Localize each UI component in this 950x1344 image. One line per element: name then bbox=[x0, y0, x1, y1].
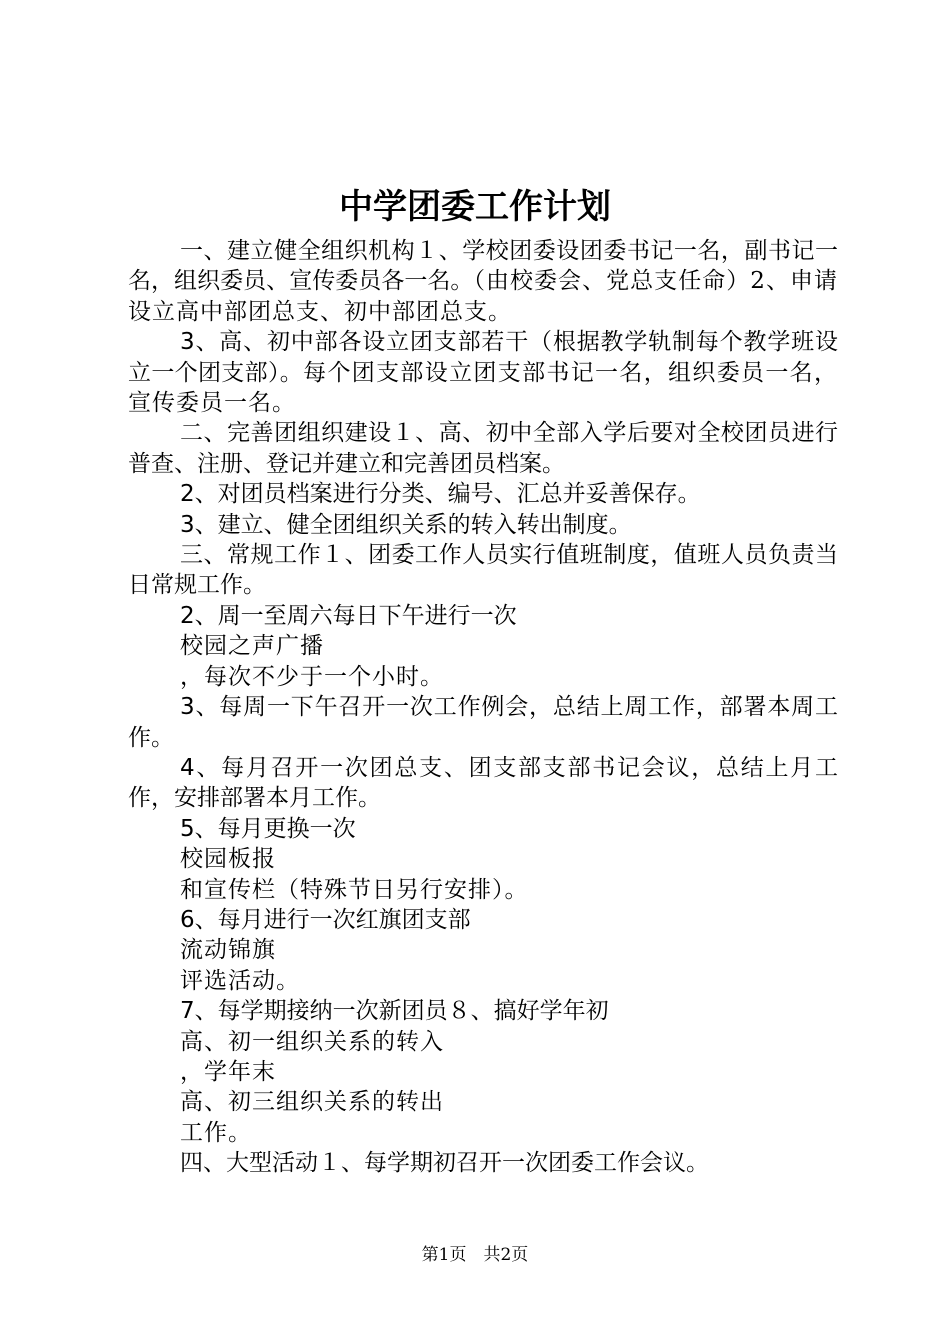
document-title: 中学团委工作计划 bbox=[339, 187, 611, 227]
paragraph-board: 5、每月更换一次 bbox=[180, 815, 356, 842]
paragraph-new-members: 7、每学期接纳一次新团员８、搞好学年初 bbox=[180, 998, 609, 1025]
fragment-line: 流动锦旗 bbox=[180, 937, 276, 964]
fragment-line: ，学年末 bbox=[180, 1058, 276, 1085]
paragraph-text: 3、高、初中部各设立团支部若干（根据教学轨制每个教学班设立一个团支部）。 bbox=[128, 329, 838, 386]
fragment-line: 高、初一组织关系的转入 bbox=[180, 1028, 444, 1055]
paragraph-weekly-meeting: 3、每周一下午召开一次工作例会，总结上周工作，部署本周工作。 bbox=[128, 694, 838, 751]
paragraph-tail: （由校委会、党总支任命）2、申请设立高中部团总支、初中部团总支。 bbox=[128, 268, 839, 325]
paragraph-major-events: 四、大型活动１、每学期初召开一次团委工作会议。 bbox=[180, 1150, 709, 1177]
fragment-line: 校园之声广播 bbox=[180, 633, 324, 660]
document-body bbox=[128, 236, 838, 1179]
paragraph-archive: 2、对团员档案进行分类、编号、汇总并妥善保存。 bbox=[180, 481, 701, 508]
fragment-line: 和宣传栏（特殊节日另行安排）。 bbox=[180, 876, 529, 903]
paragraph-text: 一、建立健全组织机构１、学校团委设团委书记一名，副书记一名，组织委员、宣传委员各一名。 bbox=[128, 238, 838, 295]
fragment-line: 评选活动。 bbox=[180, 967, 300, 994]
paragraph-construction: 二、完善团组织建设１、高、初中全部入学后要对全校团员进行普查、注册、登记并建立和完善团员档案。 bbox=[128, 420, 838, 477]
paragraph-red-flag: 6、每月进行一次红旗团支部 bbox=[180, 906, 471, 933]
paragraph-tail: 每个团支部设立团支部书记一名，组织委员一名，宣传委员一名。 bbox=[128, 359, 839, 417]
fragment-line: 高、初三组织关系的转出 bbox=[180, 1089, 444, 1116]
page-footer: 第1页 共2页 bbox=[421, 1245, 529, 1265]
paragraph-broadcast: 2、周一至周六每日下午进行一次 bbox=[180, 602, 517, 629]
fragment-line: ，每次不少于一个小时。 bbox=[180, 663, 444, 690]
paragraph-branches bbox=[128, 327, 838, 418]
fragment-line: 校园板报 bbox=[180, 846, 276, 873]
fragment-line: 工作。 bbox=[180, 1119, 252, 1146]
paragraph-organization bbox=[128, 236, 838, 327]
paragraph-routine: 三、常规工作１、团委工作人员实行值班制度，值班人员负责当日常规工作。 bbox=[128, 542, 838, 599]
paragraph-monthly-meeting: 4、每月召开一次团总支、团支部支部书记会议，总结上月工作，安排部署本月工作。 bbox=[128, 754, 838, 812]
paragraph-transfer: 3、建立、健全团组织关系的转入转出制度。 bbox=[180, 511, 632, 538]
